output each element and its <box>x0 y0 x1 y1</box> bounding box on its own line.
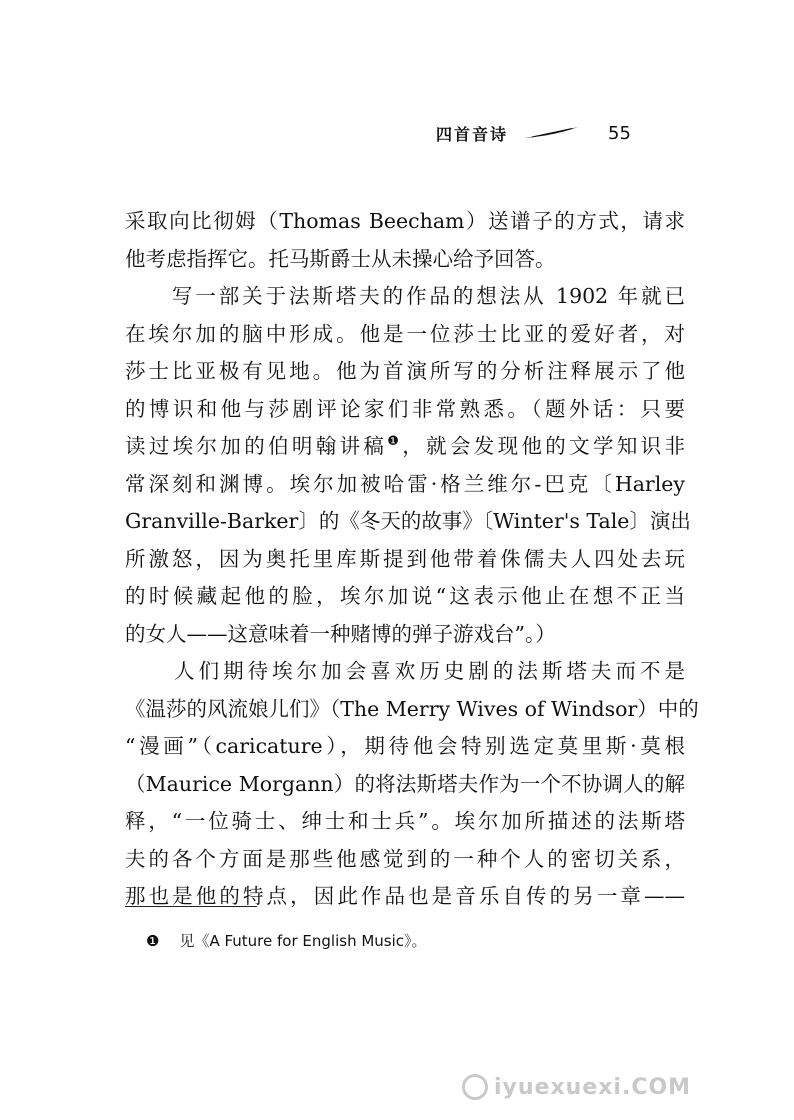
watermark-logo-icon <box>462 1074 488 1100</box>
text-line: 他考虑指挥它。托马斯爵士从未操心给予回答。 <box>125 246 556 271</box>
footnote-number: ❶ <box>146 931 160 950</box>
text-line: 的时候藏起他的脸，埃尔加说“这表示他止在想不正当 <box>125 584 685 608</box>
text-line: 释，“一位骑士、绅士和士兵”。埃尔加所描述的法斯塔 <box>125 809 685 833</box>
text-line: 《温莎的风流娘儿们》（The Merry Wives of Windsor）中的 <box>125 696 699 721</box>
footnote-divider <box>125 906 257 907</box>
quill-ornament-icon <box>522 126 580 140</box>
text-line: 常深刻和渊博。埃尔加被哈雷·格兰维尔-巴克〔Harley <box>125 471 685 496</box>
footnote-text: 见《A Future for English Music》。 <box>179 932 427 950</box>
body-text <box>125 203 699 916</box>
text-line: 夫的各个方面是那些他感觉到的一种个人的密切关系， <box>125 846 685 871</box>
page-number: 55 <box>608 122 631 144</box>
text-line: “漫画”（caricature），期待他会特别选定莫里斯·莫根 <box>125 734 685 758</box>
text-line: 写一部关于法斯塔夫的作品的想法从 1902 年就已 <box>125 284 685 308</box>
site-watermark <box>462 1070 772 1104</box>
watermark-text: iyuexuexi.COM <box>494 1074 692 1100</box>
text-line: 采取向比彻姆（Thomas Beecham）送谱子的方式，请求 <box>125 209 685 233</box>
text-fragment: ，就会发现他的文学知识非 <box>402 434 686 458</box>
text-line: 人们期待埃尔加会喜欢历史剧的法斯塔夫而不是 <box>125 659 685 683</box>
text-fragment: 读过埃尔加的伯明翰讲稿 <box>125 434 388 458</box>
text-line: Granville-Barker〕的《冬天的故事》〔Winter's Tale〕演出 <box>125 509 691 533</box>
running-head <box>436 120 631 146</box>
text-line: 莎士比亚极有见地。他为首演所写的分析注释展示了他 <box>125 359 685 383</box>
text-line: 的博识和他与莎剧评论家们非常熟悉。（题外话：只要 <box>125 396 685 421</box>
text-line: 那也是他的特点，因此作品也是音乐自传的另一章—— <box>125 884 685 908</box>
footnote-reference: ❶ <box>387 434 403 450</box>
text-line: 所激怒，因为奥托里库斯提到他带着侏儒夫人四处去玩 <box>125 546 685 571</box>
text-line: （Maurice Morgann）的将法斯塔夫作为一个不协调人的解 <box>125 771 685 796</box>
running-title: 四首音诗 <box>436 124 509 144</box>
text-line: 的女人——这意味着一种赌博的弹子游戏台”。） <box>125 621 556 646</box>
text-line-with-footnote <box>125 428 685 466</box>
footnote <box>146 930 427 951</box>
text-line: 在埃尔加的脑中形成。他是一位莎士比亚的爱好者，对 <box>125 321 685 346</box>
